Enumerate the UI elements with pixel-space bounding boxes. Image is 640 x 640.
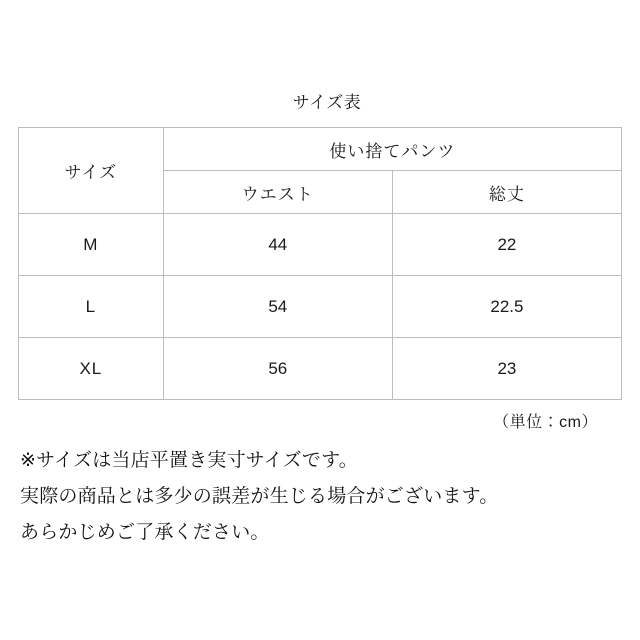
row-l-waist: 54 xyxy=(163,276,392,338)
note-line-3: あらかじめご了承ください。 xyxy=(20,521,270,543)
unit-note: （単位：cm） xyxy=(493,414,598,431)
row-size-m: M xyxy=(19,214,164,276)
size-table xyxy=(18,127,622,400)
header-length: 総丈 xyxy=(392,171,621,214)
header-group: 使い捨てパンツ xyxy=(163,128,621,171)
table-row xyxy=(19,276,622,338)
notes-section xyxy=(0,448,640,547)
size-table-container xyxy=(0,127,640,432)
row-m-length: 22 xyxy=(392,214,621,276)
table-header-row-1 xyxy=(19,128,622,171)
header-waist: ウエスト xyxy=(163,171,392,214)
row-size-xl: XL xyxy=(19,338,164,400)
row-xl-length: 23 xyxy=(392,338,621,400)
table-row xyxy=(19,338,622,400)
note-line-1: ※サイズは当店平置き実寸サイズです。 xyxy=(20,450,358,471)
row-l-length: 22.5 xyxy=(392,276,621,338)
page-title: サイズ表 xyxy=(292,93,362,112)
row-xl-waist: 56 xyxy=(163,338,392,400)
row-m-waist: 44 xyxy=(163,214,392,276)
note-line-2: 実際の商品とは多少の誤差が生じる場合がございます。 xyxy=(20,485,499,507)
table-row xyxy=(19,214,622,276)
row-size-l: L xyxy=(19,276,164,338)
header-size: サイズ xyxy=(19,128,164,214)
